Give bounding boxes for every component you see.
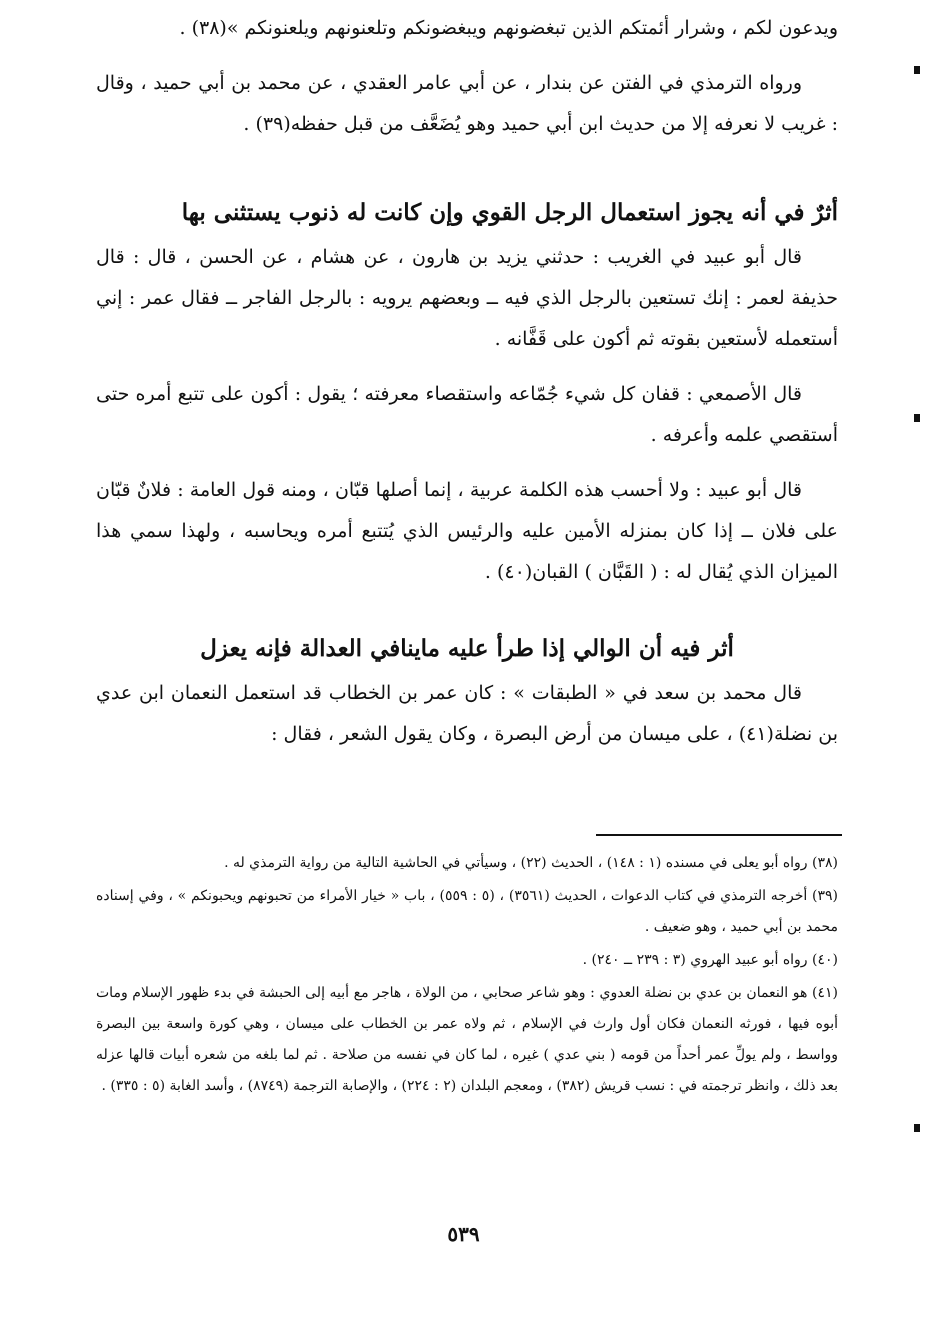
footnote-39: (٣٩) أخرجه الترمذي في كتاب الدعوات ، الحديث (٣٥٦١) ، (٥ : ٥٥٩) ، باب « خيار الأمراء من تحبونهم ويحبونكم » ، وفي إسناده محمد بن أبي حميد ، وهو ضعيف .	[96, 888, 838, 935]
paragraph-ibn-saad-tabaqat: قال محمد بن سعد في « الطبقات » : كان عمر بن الخطاب قد استعمل النعمان ابن عدي بن نضلة(٤١) ، على ميسان من أرض البصرة ، وكان يقول الشعر ، فقال :	[96, 682, 838, 745]
footnotes-block	[96, 848, 838, 1104]
paragraph-qabban: قال أبو عبيد : ولا أحسب هذه الكلمة عربية ، إنما أصلها قبّان ، ومنه قول العامة : فلانٌ قبّان على فلان ــ إذا كان بمنزله الأمين عليه والرئيس الذي يُتتبع أمره ويحاسبه ، ولهذا سمي هذا الميزان الذي يُقال له : ( القَبَّان ) القبان(٤٠) .	[96, 479, 838, 583]
footnote-separator-rule	[596, 834, 842, 836]
paragraph-abu-ubaid-gharib: قال أبو عبيد في الغريب : حدثني يزيد بن هارون ، عن هشام ، عن الحسن ، قال : قال حذيفة لعمر : إنك تستعين بالرجل الذي فيه ــ وبعضهم يرويه : بالرجل الفاجر ــ فقال عمر : إني أستعمله لأستعين بقوته ثم أكون على قَفَّانه .	[96, 246, 838, 350]
paragraph-hadith-continuation: ويدعون لكم ، وشرار أئمتكم الذين تبغضونهم ويبغضونكم وتلعنونهم ويلعنونكم »(٣٨) .	[179, 17, 838, 39]
section-heading-governor-dismissal: أثر فيه أن الوالي إذا طرأ عليه ماينافي العدالة فإنه يعزل	[200, 635, 734, 662]
section-heading-strong-man: أثرٌ في أنه يجوز استعمال الرجل القوي وإن كانت له ذنوب يستثنى بها	[181, 199, 838, 226]
footnote-41: (٤١) هو النعمان بن عدي بن نضلة العدوي : وهو شاعر صحابي ، من الولاة ، هاجر مع أبيه إلى الحبشة في بدء ظهور الإسلام ومات أبوه فيها ، فورثه النعمان فكان أول وارث في الإسلام ، ثم ولاه عمر بن الخطاب على ميسان ، وهي كورة واسعة بين البصرة وواسط ، ولم يولِّ عمر أحداً من قومه ( بني عدي ) غيره ، لما كان في نفسه من صلاحة . ثم لما بلغه من شعره أبيات قالها عزله بعد ذلك ، وانظر ترجمته في : نسب قريش (٣٨٢) ، ومعجم البلدان (٢ : ٢٢٤) ، والإصابة الترجمة (٨٧٤٩) ، وأسد الغابة (٥ : ٣٣٥) .	[96, 985, 838, 1094]
margin-mark	[914, 1124, 920, 1132]
paragraph-asmai: قال الأصمعي : قفان كل شيء جُمّاعه واستقصاء معرفته ؛ يقول : أكون على تتبع أمره حتى أستقصي علمه وأعرفه .	[96, 383, 838, 446]
page-number: ٥٣٩	[447, 1222, 480, 1246]
footnote-40: (٤٠) رواه أبو عبيد الهروي (٣ : ٢٣٩ ــ ٢٤٠) .	[582, 952, 838, 968]
margin-mark	[914, 66, 920, 74]
paragraph-tirmidhi-narration: ورواه الترمذي في الفتن عن بندار ، عن أبي عامر العقدي ، عن محمد بن أبي حميد ، وقال : غريب لا نعرفه إلا من حديث ابن أبي حميد وهو يُضَعَّف من قبل حفظه(٣٩) .	[96, 72, 838, 135]
footnote-38: (٣٨) رواه أبو يعلى في مسنده (١ : ١٤٨) ، الحديث (٢٢) ، وسيأتي في الحاشية التالية من رواية الترمذي له .	[224, 855, 838, 871]
main-text-block	[96, 8, 838, 769]
margin-mark	[914, 414, 920, 422]
